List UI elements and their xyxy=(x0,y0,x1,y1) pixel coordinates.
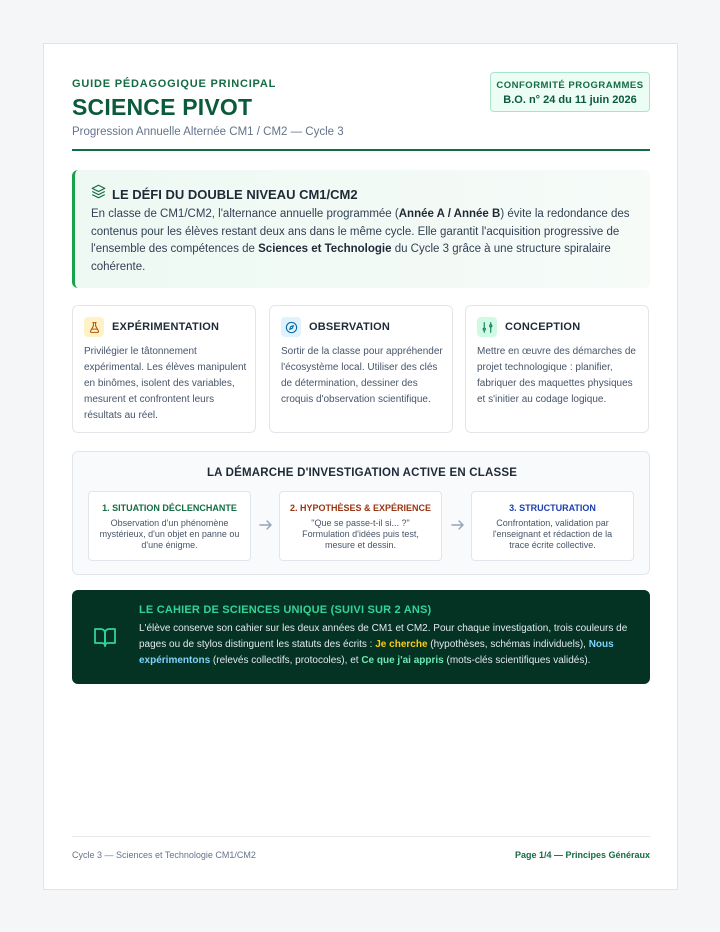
page-title: SCIENCE PIVOT xyxy=(72,94,253,120)
investigation-process xyxy=(72,451,650,575)
badge-reference: B.O. n° 24 du 11 juin 2026 xyxy=(503,94,637,106)
book-open-icon xyxy=(93,625,117,649)
step-body: Observation d'un phénomène mystérieux, d'un objet en panne ou d'une énigme. xyxy=(99,518,240,550)
callout-text-2: ) évite la redondance des contenus pour les élèves restant deux ans dans le même cycle. Elle garantit l'acquisition progressive de l'ensemble des compétences de xyxy=(91,208,630,255)
badge-label: CONFORMITÉ PROGRAMMES xyxy=(496,80,644,91)
document-page xyxy=(43,43,678,890)
header-divider xyxy=(72,149,650,151)
step-title: 1. SITUATION DÉCLENCHANTE xyxy=(102,503,237,513)
process-step-2 xyxy=(279,491,442,561)
footer-divider xyxy=(72,836,650,837)
card-title: EXPÉRIMENTATION xyxy=(112,321,220,333)
callout-text-1: En classe de CM1/CM2, l'alternance annuelle programmée ( xyxy=(91,208,399,220)
header-kicker: GUIDE PÉDAGOGIQUE PRINCIPAL xyxy=(72,78,277,90)
notebook-title: LE CAHIER DE SCIENCES UNIQUE (SUIVI SUR 2 ANS) xyxy=(139,604,432,616)
notebook-text-4: (mots-clés scientifiques validés). xyxy=(443,655,591,666)
page-subtitle: Progression Annuelle Alternée CM1 / CM2 — Cycle 3 xyxy=(72,126,344,138)
status-nous-experimentons: Nous expérimentons xyxy=(139,639,614,666)
conformity-badge xyxy=(490,72,650,112)
process-step-1 xyxy=(88,491,251,561)
compass-icon xyxy=(281,317,301,337)
callout-text-3: du Cycle 3 grâce à une structure spiralaire cohérente. xyxy=(91,243,611,273)
callout-title: LE DÉFI DU DOUBLE NIVEAU CM1/CM2 xyxy=(112,186,358,202)
callout-heading xyxy=(91,184,358,204)
callout-bold-1: Année A / Année B xyxy=(398,208,501,220)
callout-bold-2: Sciences et Technologie xyxy=(258,243,392,255)
card-observation xyxy=(269,305,453,433)
card-title: OBSERVATION xyxy=(309,321,391,333)
footer-left: Cycle 3 — Sciences et Technologie CM1/CM2 xyxy=(72,850,256,860)
process-step-3 xyxy=(471,491,634,561)
card-title: CONCEPTION xyxy=(505,321,581,333)
notebook-text-1: L'élève conserve son cahier sur les deux années de CM1 et CM2. Pour chaque investigation, trois couleurs de pages ou de stylos distinguent les statuts des écrits : xyxy=(139,623,628,650)
science-notebook-box xyxy=(72,590,650,684)
status-ce-que-jai-appris: Ce que j'ai appris xyxy=(361,655,444,666)
layers-icon xyxy=(91,184,106,204)
notebook-body xyxy=(139,621,639,669)
flask-icon xyxy=(84,317,104,337)
notebook-text-3: (relevés collectifs, protocoles), et xyxy=(210,655,362,666)
step-body: "Que se passe-t-il si... ?" Formulation d'idées puis test, mesure et dessin. xyxy=(302,518,419,550)
status-je-cherche: Je cherche xyxy=(375,639,428,650)
step-title: 2. HYPOTHÈSES & EXPÉRIENCE xyxy=(289,503,432,513)
card-body: Mettre en œuvre des démarches de projet technologique : planifier, fabriquer des maquettes physiques et s'initier au codage logique. xyxy=(477,346,636,405)
card-heading xyxy=(84,317,219,337)
intro-callout xyxy=(72,170,650,288)
card-heading xyxy=(281,317,390,337)
arrow-right-icon xyxy=(259,519,273,531)
card-conception xyxy=(465,305,649,433)
footer-page-number: Page 1/4 — Principes Généraux xyxy=(514,850,650,860)
card-body: Privilégier le tâtonnement expérimental. Les élèves manipulent en binômes, isolent des variables, mesurent et confrontent leurs résultats au réel. xyxy=(84,346,247,421)
step-body: Confrontation, validation par l'enseignant et rédaction de la trace écrite collective. xyxy=(492,518,613,550)
card-heading xyxy=(477,317,580,337)
callout-body xyxy=(91,206,631,276)
document-header xyxy=(72,72,650,152)
pillar-cards xyxy=(72,305,650,433)
card-experimentation xyxy=(72,305,256,433)
arrow-right-icon xyxy=(451,519,465,531)
tools-icon xyxy=(477,317,497,337)
card-body: Sortir de la classe pour appréhender l'écosystème local. Utiliser des clés de détermination, dessiner des croquis d'observation scientifique. xyxy=(281,346,443,405)
process-title: LA DÉMARCHE D'INVESTIGATION ACTIVE EN CLASSE xyxy=(206,467,518,479)
notebook-text-2: (hypothèses, schémas individuels), xyxy=(427,639,589,650)
step-title: 3. STRUCTURATION xyxy=(509,503,596,513)
